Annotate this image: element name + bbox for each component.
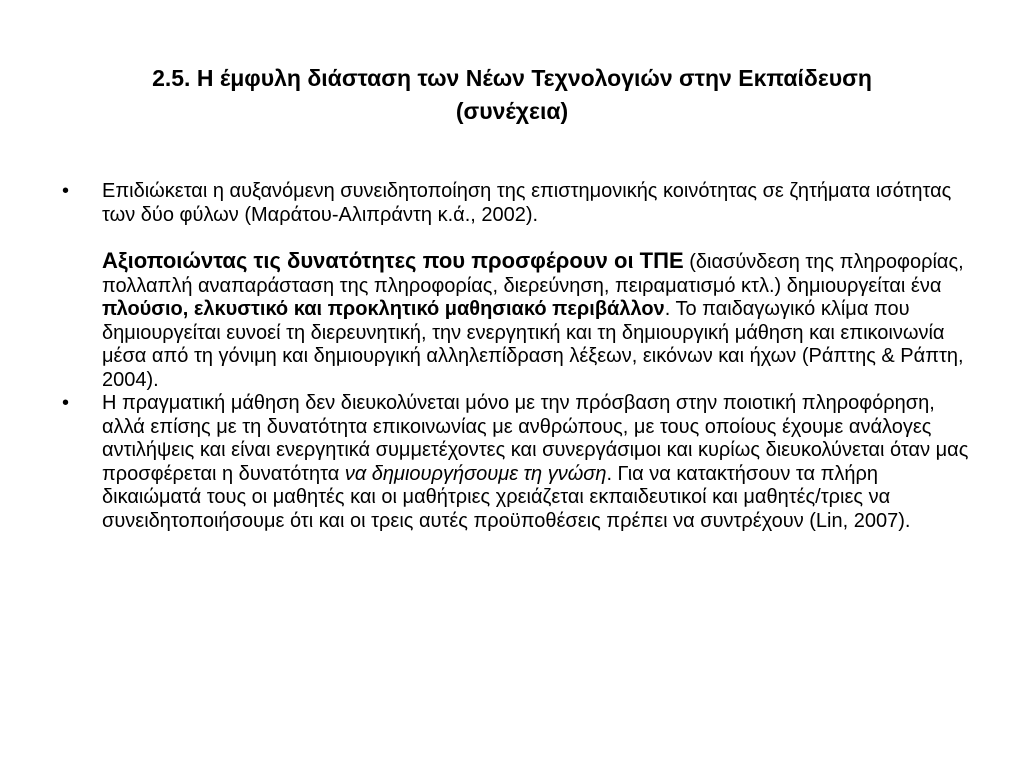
bullet-item-1: [60, 180, 970, 227]
slide-content: [60, 180, 970, 533]
sub-paragraph-text-1: (διασύνδεση της πληροφορίας, πολλαπλή αναπαράσταση της πληροφορίας, διερεύνηση, πειραματισμό κτλ.) δημιουργείται ένα: [102, 251, 964, 297]
bullet-1-text: Επιδιώκεται η αυξανόμενη συνειδητοποίηση της επιστημονικής κοινότητας σε ζητήματα ισότητας των δύο φύλων (Μαράτου-Αλιπράντη κ.ά., 2002).: [102, 180, 952, 226]
sub-paragraph-emphasis: πλούσιο, ελκυστικό και προκλητικό μαθησιακό περιβάλλον: [102, 298, 665, 320]
sub-paragraph-text-2: . Το παιδαγωγικό κλίμα που δημιουργείται ευνοεί τη διερευνητική, την ενεργητική και τη δημιουργική μάθηση και επικοινωνία μέσα από τη γόνιμη και δημιουργική αλληλεπίδραση λέξεων, εικόνων και ήχων (Ράπτης & Ράπτη, 2004).: [102, 298, 964, 391]
bullet-icon: •: [62, 180, 70, 202]
slide-title-line-1: 2.5. Η έμφυλη διάσταση των Νέων Τεχνολογιών στην Εκπαίδευση: [152, 65, 872, 91]
sub-paragraph-lead: Αξιοποιώντας τις δυνατότητες που προσφέρουν οι ΤΠΕ: [102, 248, 684, 273]
sub-paragraph: [60, 249, 970, 392]
bullet-2-text-1: Η πραγματική μάθηση δεν διευκολύνεται μόνο με την πρόσβαση στην ποιοτική πληροφόρηση, αλλά επίσης με τη δυνατότητα επικοινωνίας με ανθρώπους, με τους οποίους έχουμε ανάλογες αντιλήψεις και είναι ενεργητικά συμμετέχοντες και συνεργάσιμοι και κυρίως διευκολύνεται όταν μας προσφέρεται η δυνατότητα: [102, 392, 969, 485]
slide-title-line-2: (συνέχεια): [455, 98, 569, 124]
bullet-item-2: [60, 392, 970, 533]
bullet-icon: •: [62, 392, 70, 414]
bullet-2-italic: να δημιουργήσουμε τη γνώση: [344, 462, 607, 485]
slide-title: [40, 62, 984, 128]
bullet-2-text-2: . Για να κατακτήσουν τα πλήρη δικαιώματά τους οι μαθητές και οι μαθήτριες χρειάζεται εκπαιδευτικοί και μαθητές/τριες να συνειδητοποιήσουμε ότι και οι τρεις αυτές προϋποθέσεις πρέπει να συντρέχουν (Lin, 2007).: [102, 462, 911, 532]
